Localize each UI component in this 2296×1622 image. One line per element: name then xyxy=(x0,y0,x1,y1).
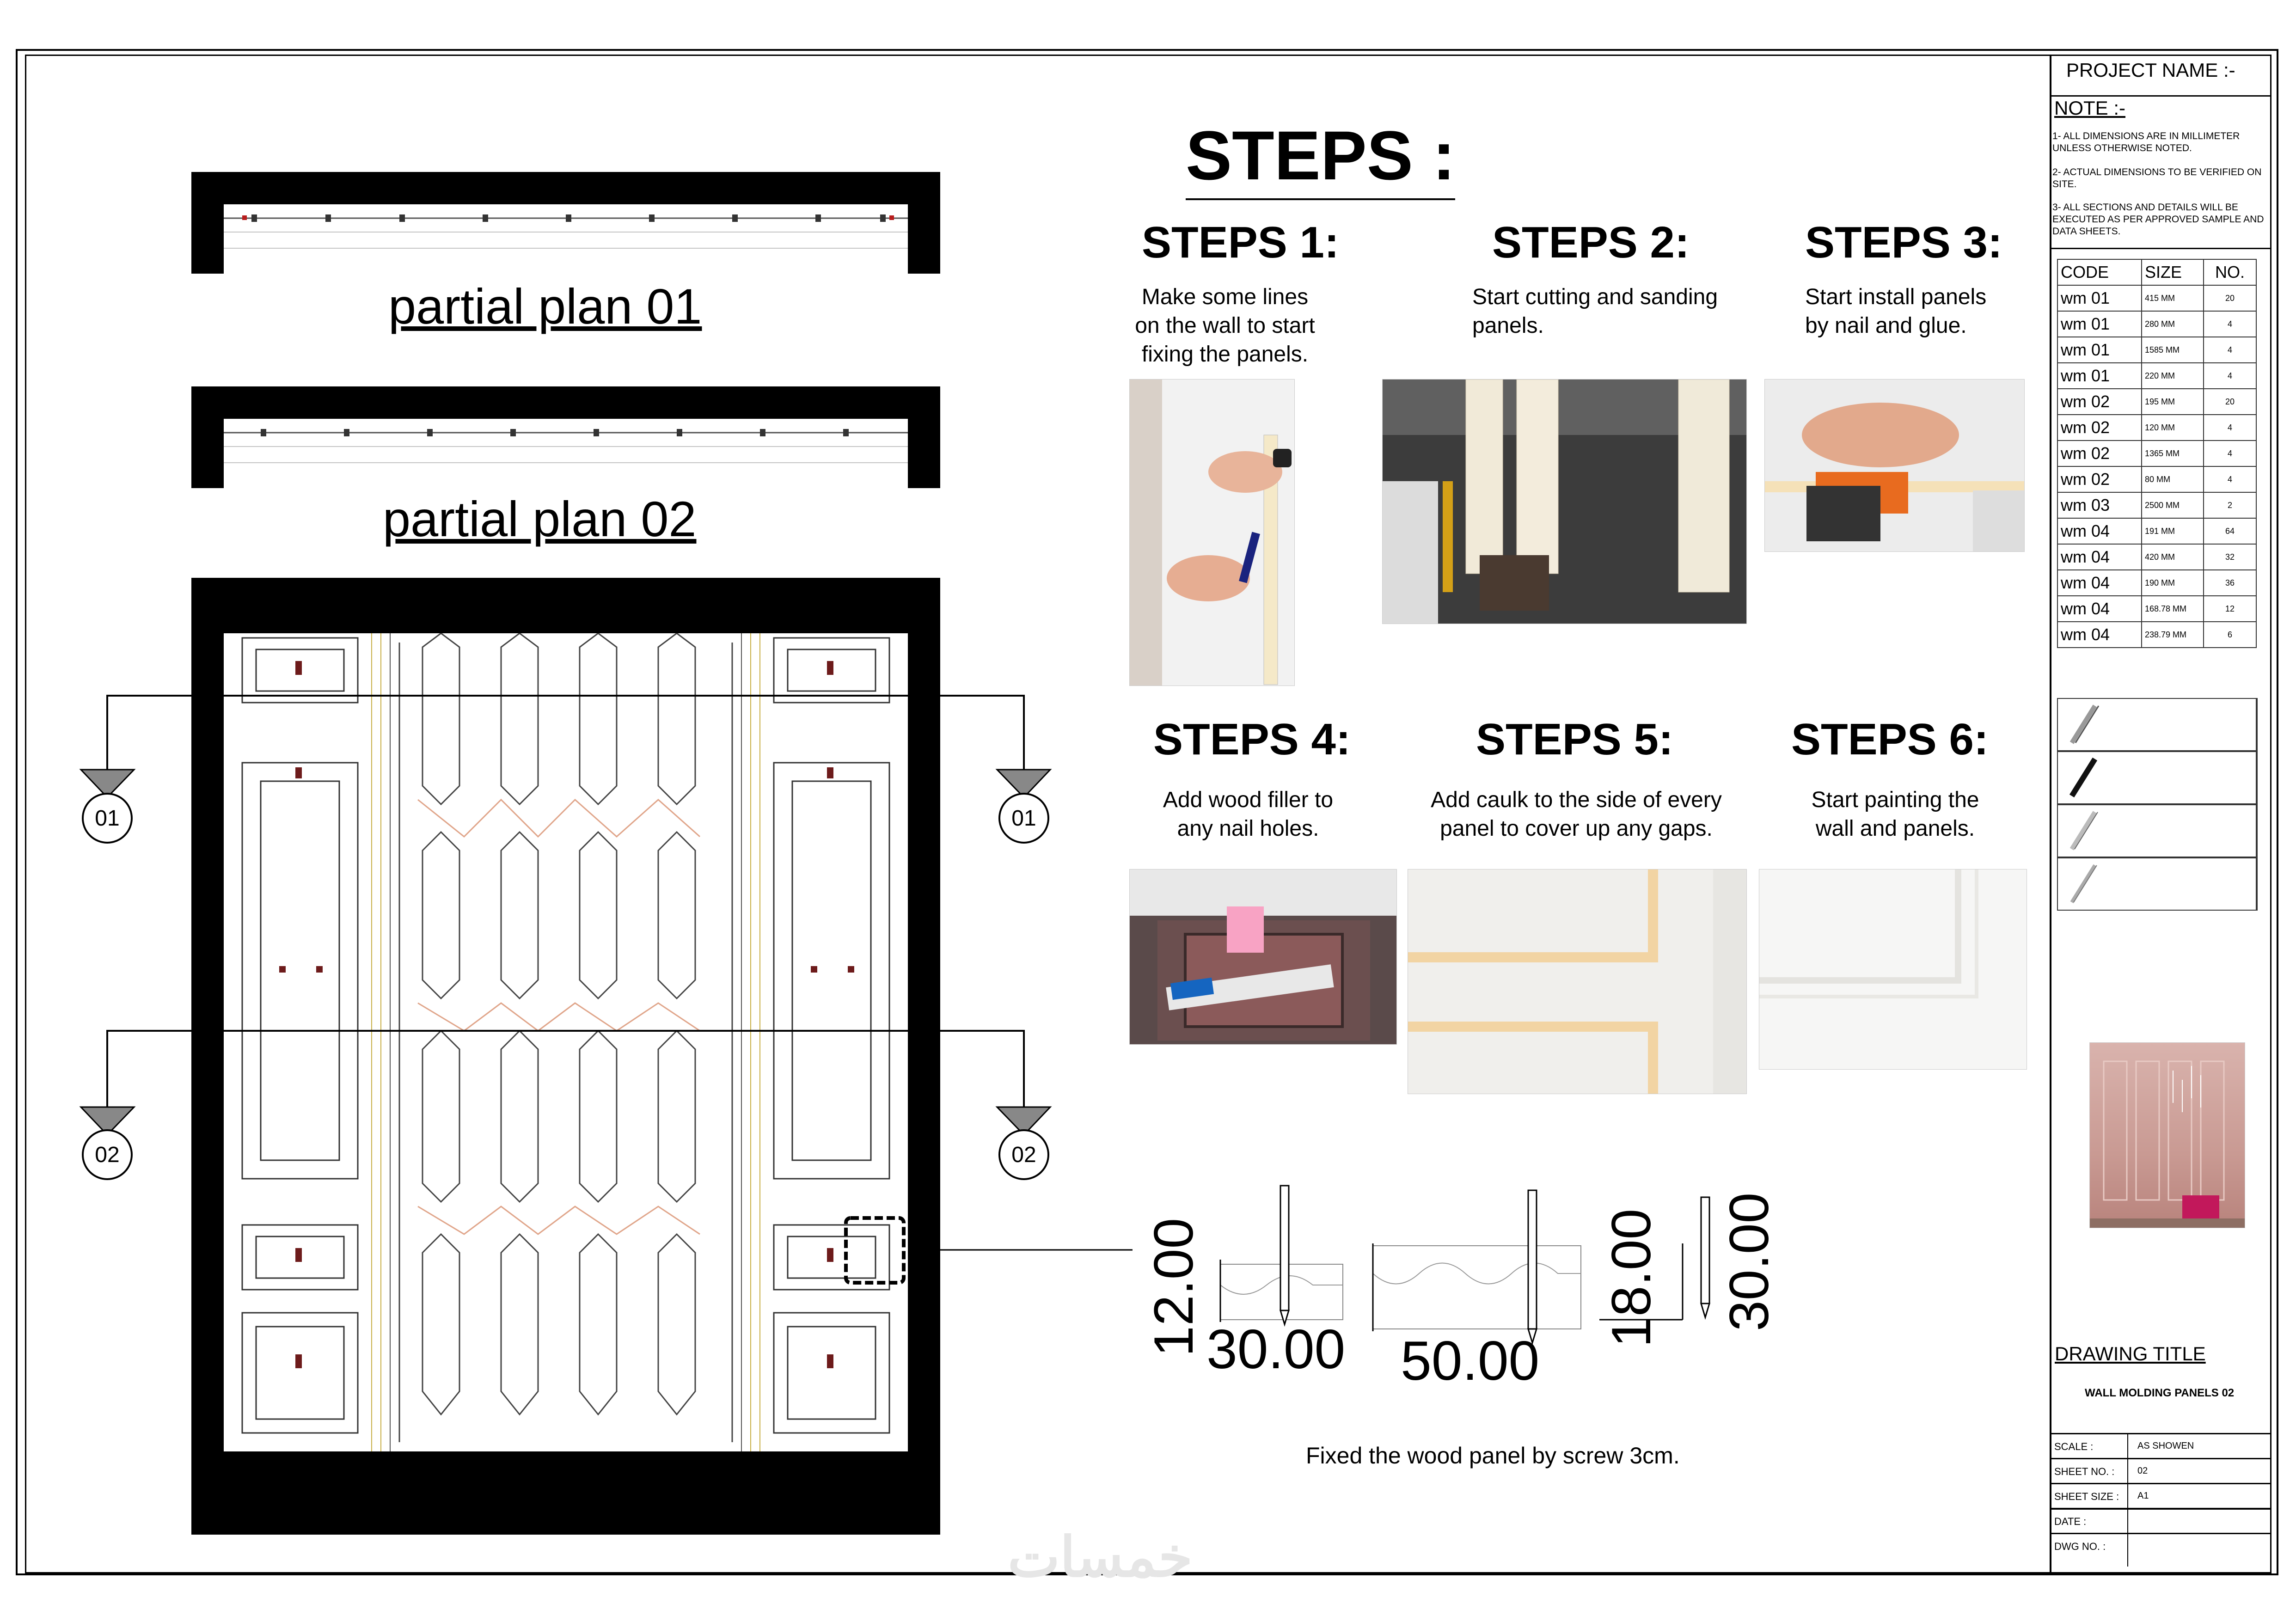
step-2-text xyxy=(1472,283,1759,340)
partial-plan-02-label: partial plan 02 xyxy=(383,491,697,547)
schedule-size: 168.78 MM xyxy=(2142,596,2204,622)
step-1-line-2: on the wall to start xyxy=(1135,313,1315,338)
step-3-text xyxy=(1805,283,2018,340)
dwg-no-label: DWG NO. : xyxy=(2054,1541,2106,1552)
schedule-code: wm 01 xyxy=(2057,363,2142,389)
step-1-line-1: Make some lines xyxy=(1141,285,1309,309)
schedule-size: 280 MM xyxy=(2142,311,2204,337)
schedule-size: 2500 MM xyxy=(2142,492,2204,518)
schedule-code: wm 04 xyxy=(2057,518,2142,544)
step-5-line-2: panel to cover up any gaps. xyxy=(1440,816,1713,841)
step-3-title: STEPS 3: xyxy=(1805,218,2002,267)
schedule-size: 120 MM xyxy=(2142,415,2204,441)
schedule-size: 420 MM xyxy=(2142,544,2204,570)
schedule-size: 1365 MM xyxy=(2142,441,2204,466)
step-6-line-1: Start painting the xyxy=(1811,788,1979,812)
schedule-size: 220 MM xyxy=(2142,363,2204,389)
step-2-line-1: Start cutting and sanding xyxy=(1472,285,1718,309)
step-3-line-2: by nail and glue. xyxy=(1805,313,1967,338)
schedule-no: 4 xyxy=(2204,337,2256,363)
schedule-no: 4 xyxy=(2204,363,2256,389)
section-tag-02-left: 02 xyxy=(82,1129,133,1180)
schedule-no: 6 xyxy=(2204,622,2256,648)
schedule-code: wm 02 xyxy=(2057,389,2142,415)
schedule-header-code: CODE xyxy=(2057,259,2142,285)
schedule-code: wm 04 xyxy=(2057,544,2142,570)
dim-12: 12.00 xyxy=(1143,1218,1205,1357)
note-2: 2- ACTUAL DIMENSIONS TO BE VERIFIED ON SITE. xyxy=(2052,167,2262,190)
schedule-header-no: NO. xyxy=(2204,259,2256,285)
schedule-code: wm 02 xyxy=(2057,415,2142,441)
partial-plan-01-label: partial plan 01 xyxy=(388,278,702,334)
schedule-no: 4 xyxy=(2204,415,2256,441)
schedule-no: 36 xyxy=(2204,570,2256,596)
schedule-code: wm 01 xyxy=(2057,285,2142,311)
step-3-photo xyxy=(1764,379,2025,552)
sheet-no-value: 02 xyxy=(2137,1466,2148,1476)
step-4-line-2: any nail holes. xyxy=(1177,816,1319,841)
schedule-size: 415 MM xyxy=(2142,285,2204,311)
date-label: DATE : xyxy=(2054,1516,2087,1527)
schedule-no: 32 xyxy=(2204,544,2256,570)
step-4-photo xyxy=(1129,869,1397,1045)
dim-30-b: 30.00 xyxy=(1718,1192,1780,1331)
schedule-no: 4 xyxy=(2204,311,2256,337)
sheet-no-label: SHEET NO. : xyxy=(2054,1466,2115,1477)
dim-18: 18.00 xyxy=(1600,1208,1662,1347)
schedule-size: 191 MM xyxy=(2142,518,2204,544)
schedule-no: 2 xyxy=(2204,492,2256,518)
note-1: 1- ALL DIMENSIONS ARE IN MILLIMETER UNLESS OTHERWISE NOTED. xyxy=(2052,131,2240,153)
schedule-size: 195 MM xyxy=(2142,389,2204,415)
step-1-title: STEPS 1: xyxy=(1142,218,1339,267)
schedule-no: 20 xyxy=(2204,389,2256,415)
schedule-code: wm 04 xyxy=(2057,570,2142,596)
sheet-size-label: SHEET SIZE : xyxy=(2054,1491,2119,1502)
section-tag-01-left: 01 xyxy=(82,793,133,844)
step-4-text xyxy=(1133,786,1364,843)
note-3: 3- ALL SECTIONS AND DETAILS WILL BE EXECUTED AS PER APPROVED SAMPLE AND DATA SHEETS. xyxy=(2052,202,2264,237)
step-1-text xyxy=(1128,283,1322,369)
step-6-line-2: wall and panels. xyxy=(1815,816,1975,841)
step-2-title: STEPS 2: xyxy=(1492,218,1690,267)
section-tag-01-right: 01 xyxy=(998,793,1049,844)
schedule-code: wm 01 xyxy=(2057,337,2142,363)
screw-detail-caption: Fixed the wood panel by screw 3cm. xyxy=(1306,1443,1680,1469)
steps-heading: STEPS : xyxy=(1186,116,1455,200)
step-6-text xyxy=(1784,786,2006,843)
step-5-title: STEPS 5: xyxy=(1476,715,1673,764)
step-4-title: STEPS 4: xyxy=(1153,715,1351,764)
schedule-no: 64 xyxy=(2204,518,2256,544)
schedule-code: wm 02 xyxy=(2057,466,2142,492)
step-5-line-1: Add caulk to the side of every xyxy=(1431,788,1722,812)
schedule-size: 190 MM xyxy=(2142,570,2204,596)
watermark-logo: خمسات xyxy=(1008,1526,1193,1588)
schedule-code: wm 04 xyxy=(2057,596,2142,622)
sheet-size-value: A1 xyxy=(2137,1491,2149,1501)
step-6-title: STEPS 6: xyxy=(1791,715,1989,764)
note-heading: NOTE :- xyxy=(2054,97,2125,119)
schedule-no: 12 xyxy=(2204,596,2256,622)
schedule-no: 20 xyxy=(2204,285,2256,311)
step-2-photo xyxy=(1382,379,1747,624)
schedule-header-size: SIZE xyxy=(2142,259,2204,285)
schedule-size: 238.79 MM xyxy=(2142,622,2204,648)
step-5-photo xyxy=(1408,869,1747,1094)
step-2-line-2: panels. xyxy=(1472,313,1544,338)
dim-50: 50.00 xyxy=(1401,1330,1540,1392)
section-tag-02-right: 02 xyxy=(998,1129,1049,1180)
step-3-line-1: Start install panels xyxy=(1805,285,1987,309)
schedule-size: 80 MM xyxy=(2142,466,2204,492)
schedule-code: wm 04 xyxy=(2057,622,2142,648)
schedule-no: 4 xyxy=(2204,441,2256,466)
step-5-text xyxy=(1414,786,1738,843)
schedule-size: 1585 MM xyxy=(2142,337,2204,363)
schedule-no: 4 xyxy=(2204,466,2256,492)
dim-30-a: 30.00 xyxy=(1206,1318,1346,1380)
step-1-line-3: fixing the panels. xyxy=(1141,342,1309,367)
schedule-code: wm 02 xyxy=(2057,441,2142,466)
project-name-label: PROJECT NAME :- xyxy=(2066,59,2235,81)
schedule-code: wm 03 xyxy=(2057,492,2142,518)
scale-label: SCALE : xyxy=(2054,1441,2094,1452)
scale-value: AS SHOWEN xyxy=(2137,1441,2194,1451)
step-6-photo xyxy=(1759,869,2027,1070)
schedule-code: wm 01 xyxy=(2057,311,2142,337)
drawing-title-label: DRAWING TITLE xyxy=(2055,1343,2206,1365)
drawing-title-value: WALL MOLDING PANELS 02 xyxy=(2085,1387,2235,1399)
step-1-photo xyxy=(1129,379,1295,686)
step-4-line-1: Add wood filler to xyxy=(1163,788,1334,812)
